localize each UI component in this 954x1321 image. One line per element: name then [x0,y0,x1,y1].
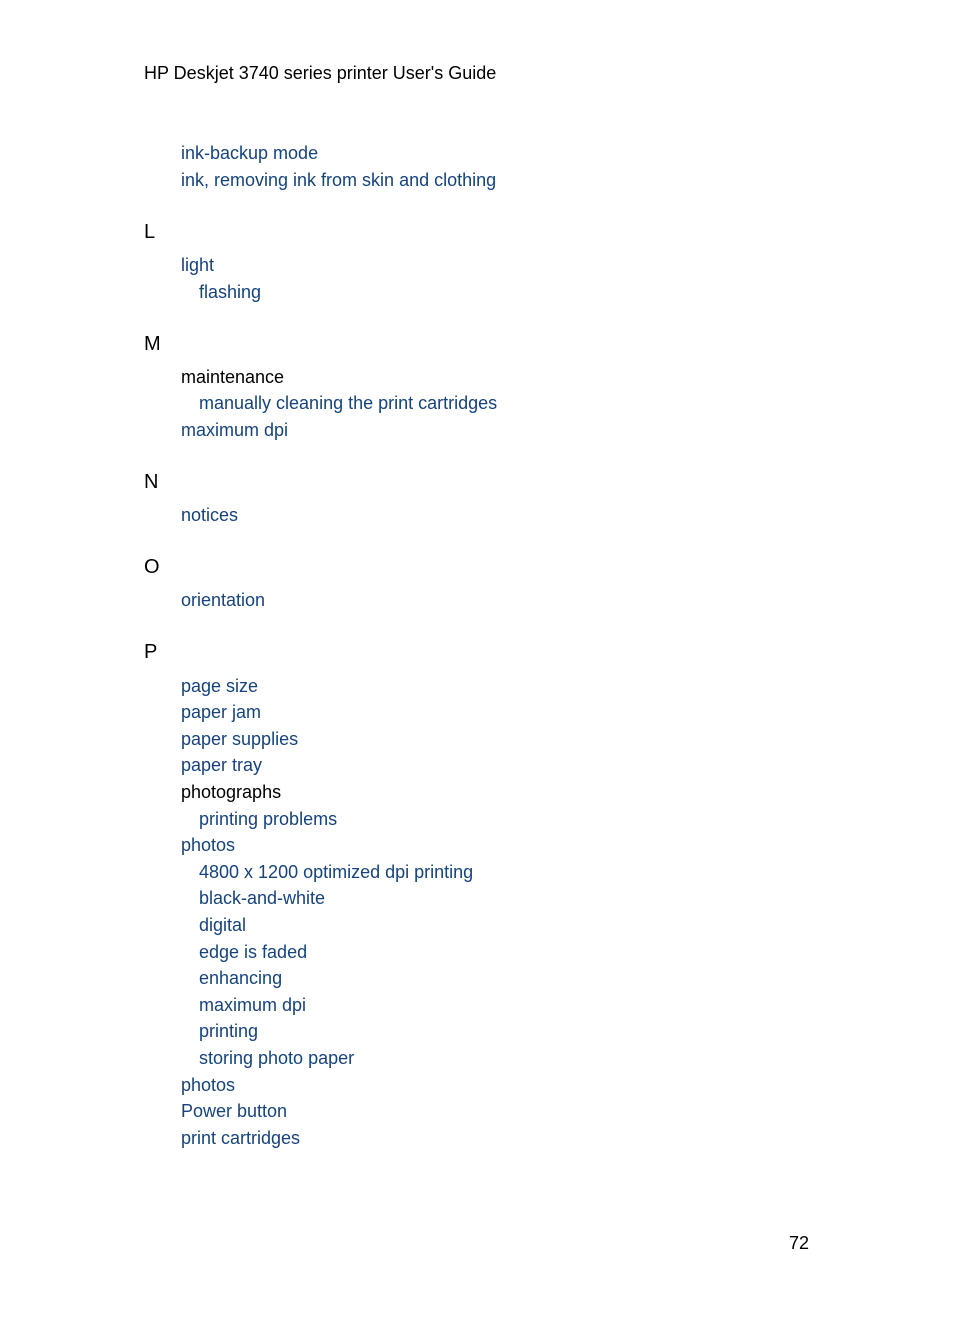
index-entry-power-button[interactable]: Power button [181,1101,288,1121]
index-letter-m: M [144,333,161,355]
document-header: HP Deskjet 3740 series printer User's Guide [144,63,497,83]
index-entry-ink-removing[interactable]: ink, removing ink from skin and clothing [181,170,497,190]
index-subentry-digital[interactable]: digital [199,915,247,935]
index-subentry-flashing[interactable]: flashing [199,282,262,302]
index-letter-p: P [144,641,158,663]
index-entry-paper-jam[interactable]: paper jam [181,702,262,722]
index-entry-maximum-dpi[interactable]: maximum dpi [181,420,289,440]
index-entry-ink-backup-mode[interactable]: ink-backup mode [181,143,319,163]
index-entry-maintenance: maintenance [181,367,285,387]
index-subentry-maximum-dpi[interactable]: maximum dpi [199,995,307,1015]
index-subentry-black-and-white[interactable]: black-and-white [199,888,326,908]
index-subentry-optimized-dpi[interactable]: 4800 x 1200 optimized dpi printing [199,862,474,882]
index-entry-page-size[interactable]: page size [181,676,259,696]
index-subentry-storing-photo-paper[interactable]: storing photo paper [199,1048,355,1068]
index-entry-notices[interactable]: notices [181,505,239,525]
index-subentry-printing-problems[interactable]: printing problems [199,809,338,829]
index-subentry-enhancing[interactable]: enhancing [199,968,283,988]
page-number: 72 [789,1233,810,1253]
index-subentry-manually-cleaning[interactable]: manually cleaning the print cartridges [199,393,498,413]
index-entry-paper-tray[interactable]: paper tray [181,755,263,775]
index-entry-photographs: photographs [181,782,282,802]
index-subentry-printing[interactable]: printing [199,1021,259,1041]
index-letter-n: N [144,471,159,493]
index-entry-photos[interactable]: photos [181,835,236,855]
index-entry-orientation[interactable]: orientation [181,590,266,610]
index-entry-print-cartridges[interactable]: print cartridges [181,1128,301,1148]
index-entry-photos-2[interactable]: photos [181,1075,236,1095]
index-entry-paper-supplies[interactable]: paper supplies [181,729,299,749]
index-entry-light[interactable]: light [181,255,215,275]
index-letter-l: L [144,221,156,243]
index-letter-o: O [144,556,160,578]
index-subentry-edge-faded[interactable]: edge is faded [199,942,308,962]
